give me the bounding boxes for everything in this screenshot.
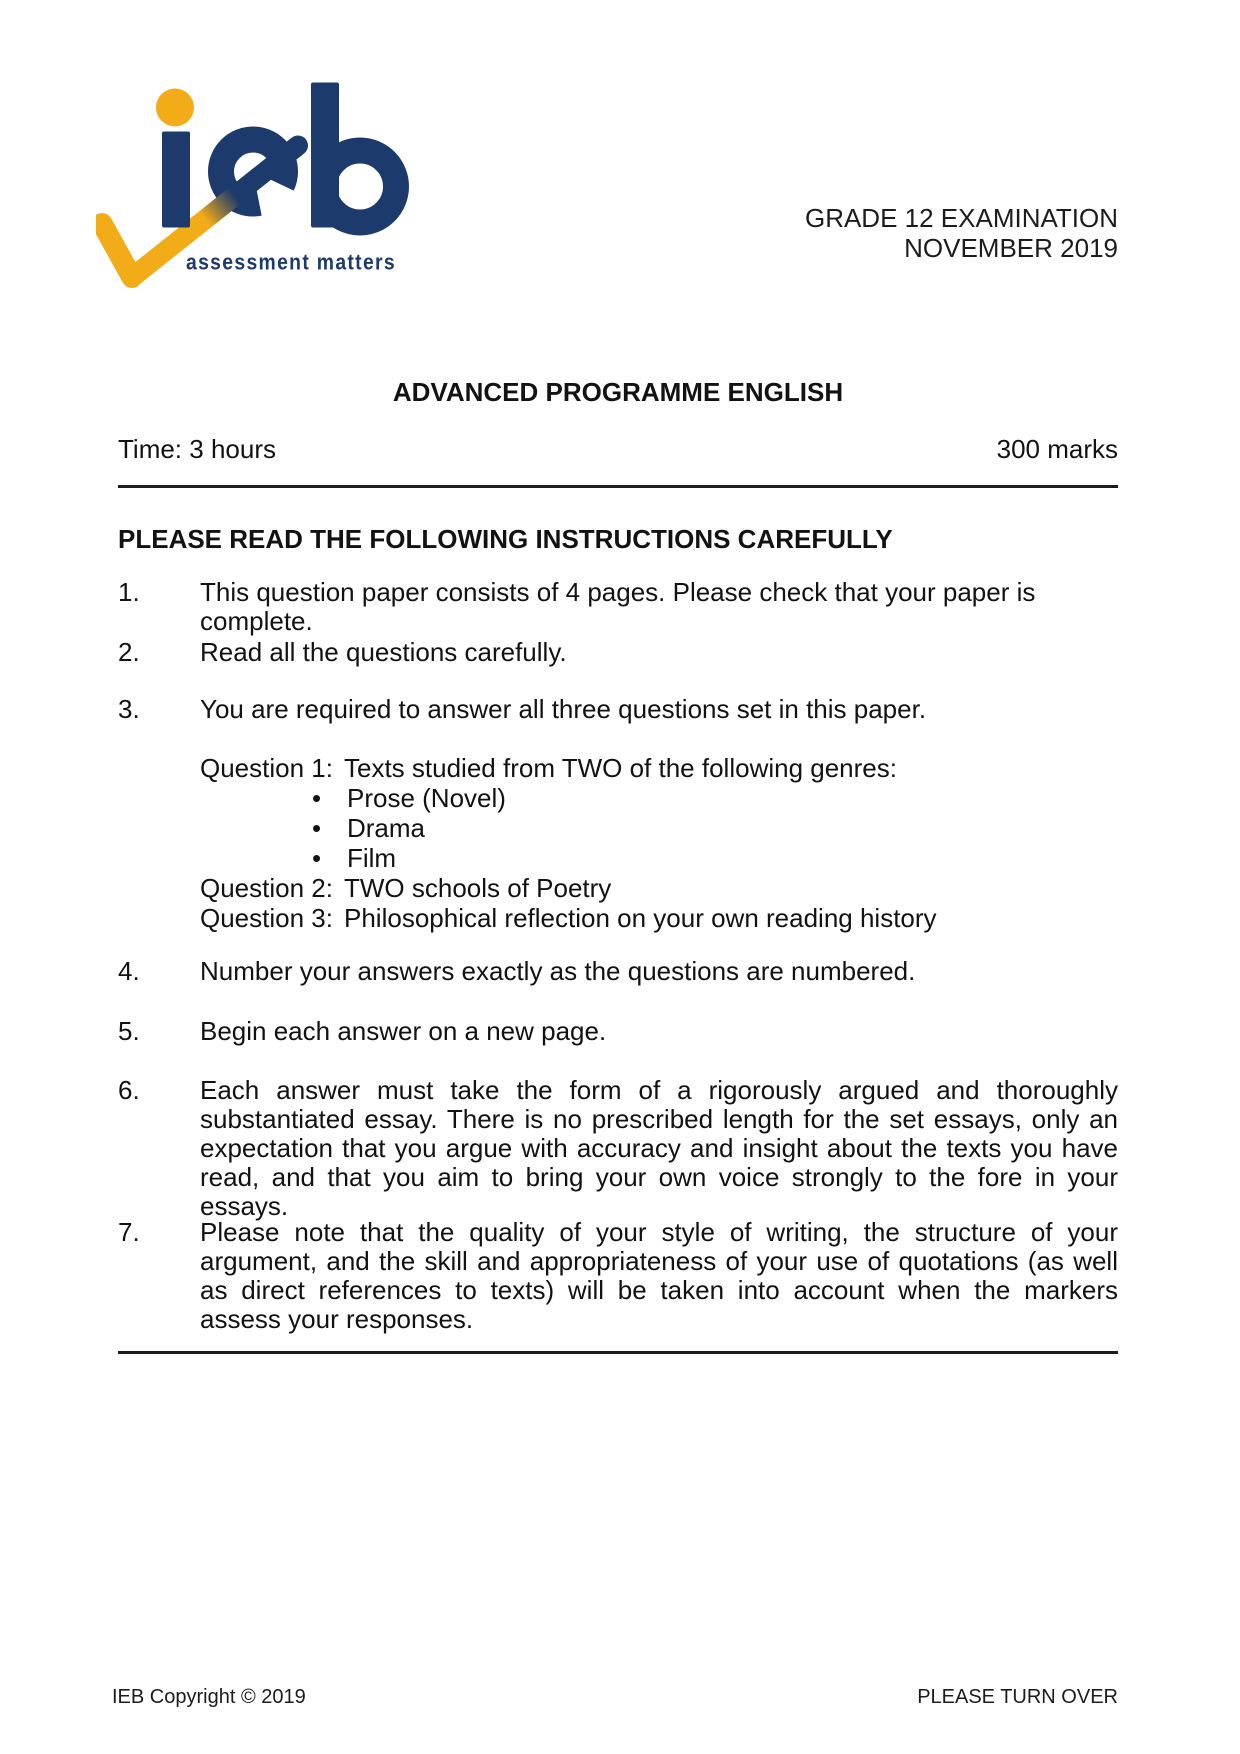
ieb-logo-graphic xyxy=(96,78,418,296)
item-number: 2. xyxy=(118,637,140,667)
page-footer xyxy=(112,1686,1118,1709)
item-text: Please note that the quality of your style of writing, the structure of your argument, and the skill and appropriateness of your use of quotations (as well as direct references to texts) will be taken into account when the markers assess your responses. xyxy=(200,1217,1118,1334)
question-1-text: Texts studied from TWO of the following genres: xyxy=(344,753,897,783)
genre-bullet-film xyxy=(200,843,1118,873)
question-3-row xyxy=(200,903,1118,933)
question-2-label: Question 2: xyxy=(200,873,333,903)
item-text: This question paper consists of 4 pages. Please check that your paper is complete. xyxy=(200,577,1036,636)
bullet-icon: • xyxy=(312,783,322,813)
logo-letter-i-stem xyxy=(162,132,190,228)
copyright-text: IEB Copyright © 2019 xyxy=(112,1686,306,1708)
item-number: 3. xyxy=(118,694,140,724)
divider-bottom xyxy=(118,1351,1118,1354)
instruction-item-7 xyxy=(118,1218,1118,1334)
ieb-logo xyxy=(96,78,418,296)
question-1-label: Question 1: xyxy=(200,753,333,783)
page-title: ADVANCED PROGRAMME ENGLISH xyxy=(392,377,844,407)
bullet-text: Prose (Novel) xyxy=(347,783,506,813)
instructions-heading: PLEASE READ THE FOLLOWING INSTRUCTIONS CAREFULLY xyxy=(118,524,893,554)
question-overview xyxy=(200,753,1118,933)
instruction-item-4 xyxy=(118,957,1118,986)
exam-header xyxy=(805,203,1118,263)
turn-over-text: PLEASE TURN OVER xyxy=(917,1686,1118,1708)
question-1-row xyxy=(200,753,1118,783)
bullet-text: Drama xyxy=(347,813,426,843)
bullet-icon: • xyxy=(312,843,322,873)
item-text: Each answer must take the form of a rigorously argued and thoroughly substantiated essay. There is no prescribed length for the set essays, only an expectation that you argue with accuracy and insight about the texts you have read, and that you aim to bring your own voice strongly to the fore in your essays. xyxy=(200,1075,1118,1221)
question-3-text: Philosophical reflection on your own reading history xyxy=(344,903,937,933)
instruction-item-3 xyxy=(118,695,1118,724)
question-3-label: Question 3: xyxy=(200,903,333,933)
exam-header-line1: GRADE 12 EXAMINATION xyxy=(804,203,1118,233)
instruction-item-5 xyxy=(118,1017,1118,1046)
genre-bullet-prose xyxy=(200,783,1118,813)
instruction-item-2 xyxy=(118,638,1118,667)
logo-tagline: assessment matters xyxy=(186,249,396,275)
time-allocation: Time: 3 hours xyxy=(118,434,276,464)
item-number: 5. xyxy=(118,1016,140,1046)
total-marks: 300 marks xyxy=(996,434,1118,464)
item-number: 4. xyxy=(118,956,140,986)
exam-meta xyxy=(118,434,1118,465)
instruction-item-1 xyxy=(118,578,1118,636)
instruction-item-6 xyxy=(118,1076,1118,1221)
item-text: You are required to answer all three questions set in this paper. xyxy=(200,694,927,724)
divider-top xyxy=(118,485,1118,488)
exam-header-line2: NOVEMBER 2019 xyxy=(904,233,1118,263)
question-2-row xyxy=(200,873,1118,903)
item-text: Read all the questions carefully. xyxy=(200,637,567,667)
logo-letter-b-bowl xyxy=(324,151,396,223)
item-text: Number your answers exactly as the questions are numbered. xyxy=(200,956,916,986)
genre-bullet-drama xyxy=(200,813,1118,843)
item-text: Begin each answer on a new page. xyxy=(200,1016,607,1046)
item-number: 6. xyxy=(118,1075,140,1105)
bullet-icon: • xyxy=(312,813,322,843)
item-number: 1. xyxy=(118,577,140,607)
bullet-text: Film xyxy=(347,843,397,873)
item-number: 7. xyxy=(118,1217,140,1247)
question-2-text: TWO schools of Poetry xyxy=(344,873,612,903)
logo-letter-i-dot xyxy=(156,89,194,127)
